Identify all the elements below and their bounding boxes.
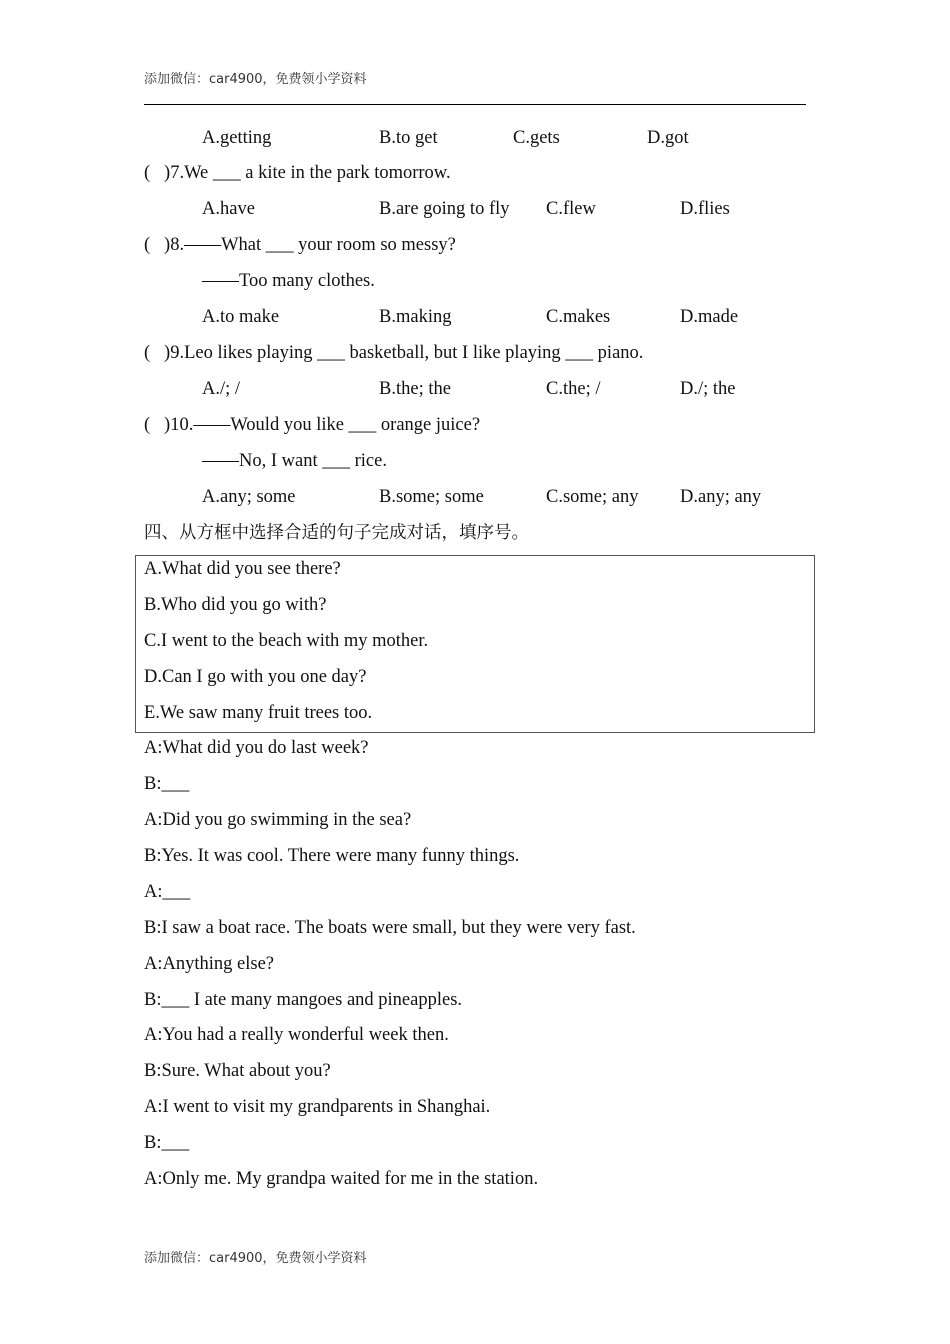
q9-option-c: C.the; / (546, 379, 601, 399)
q7-stem: ( )7.We ___ a kite in the park tomorrow. (144, 163, 451, 183)
q8-option-b: B.making (379, 307, 452, 327)
q8-stem: ( )8.——What ___ your room so messy? (144, 235, 456, 255)
page-header: 添加微信：car4900，免费领小学资料 (144, 72, 367, 87)
q9-option-a: A./; / (202, 379, 241, 399)
q9-option-b: B.the; the (379, 379, 451, 399)
dialogue-line-8: B:___ I ate many mangoes and pineapples. (144, 990, 463, 1010)
q8-reply: ——Too many clothes. (202, 271, 375, 291)
choice-a: A.What did you see there? (144, 559, 341, 579)
dialogue-line-9: A:You had a really wonderful week then. (144, 1025, 449, 1045)
section4-title: 四、从方框中选择合适的句子完成对话，填序号。 (144, 523, 529, 543)
dialogue-line-13: A:Only me. My grandpa waited for me in the station. (144, 1169, 539, 1189)
q6-option-d: D.got (647, 128, 689, 148)
choice-b: B.Who did you go with? (144, 595, 327, 615)
q10-stem: ( )10.——Would you like ___ orange juice? (144, 415, 481, 435)
q10-option-d: D.any; any (680, 487, 762, 507)
q10-option-c: C.some; any (546, 487, 639, 507)
dialogue-line-4: B:Yes. It was cool. There were many funny things. (144, 846, 520, 866)
choice-c: C.I went to the beach with my mother. (144, 631, 429, 651)
q7-option-c: C.flew (546, 199, 596, 219)
q8-option-c: C.makes (546, 307, 611, 327)
dialogue-line-3: A:Did you go swimming in the sea? (144, 810, 412, 830)
dialogue-line-2: B:___ (144, 774, 190, 794)
dialogue-line-1: A:What did you do last week? (144, 738, 369, 758)
q10-option-b: B.some; some (379, 487, 484, 507)
q10-option-a: A.any; some (202, 487, 296, 507)
q6-option-c: C.gets (513, 128, 560, 148)
dialogue-line-5: A:___ (144, 882, 191, 902)
choice-d: D.Can I go with you one day? (144, 667, 367, 687)
q9-option-d: D./; the (680, 379, 736, 399)
choice-e: E.We saw many fruit trees too. (144, 703, 373, 723)
q8-option-a: A.to make (202, 307, 280, 327)
q7-option-d: D.flies (680, 199, 730, 219)
q6-option-a: A.getting (202, 128, 272, 148)
header-divider (144, 104, 806, 105)
q7-option-b: B.are going to fly (379, 199, 510, 219)
q8-option-d: D.made (680, 307, 739, 327)
dialogue-line-6: B:I saw a boat race. The boats were small, but they were very fast. (144, 918, 636, 938)
q10-reply: ——No, I want ___ rice. (202, 451, 387, 471)
q7-option-a: A.have (202, 199, 255, 219)
q9-stem: ( )9.Leo likes playing ___ basketball, but I like playing ___ piano. (144, 343, 644, 363)
page-footer: 添加微信：car4900，免费领小学资料 (144, 1251, 367, 1266)
dialogue-line-7: A:Anything else? (144, 954, 274, 974)
dialogue-line-10: B:Sure. What about you? (144, 1061, 331, 1081)
q6-option-b: B.to get (379, 128, 438, 148)
dialogue-line-12: B:___ (144, 1133, 190, 1153)
dialogue-line-11: A:I went to visit my grandparents in Shanghai. (144, 1097, 491, 1117)
